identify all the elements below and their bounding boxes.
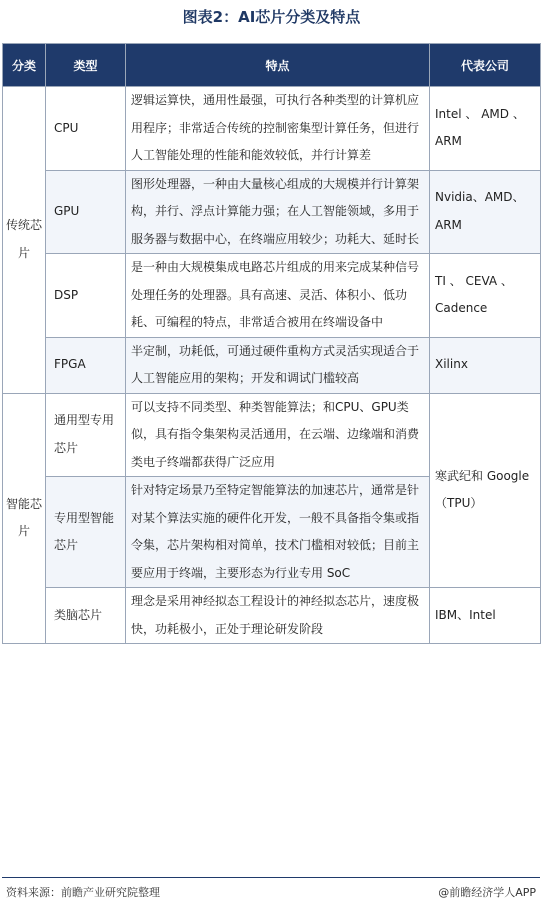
header-type: 类型	[46, 44, 126, 87]
companies-cell: Intel 、 AMD 、ARM	[430, 87, 541, 171]
features-cell: 图形处理器，一种由大量核心组成的大规模并行计算架构，并行、浮点计算能力强；在人工智能领域，多用于服务器与数据中心，在终端应用较少；功耗大、延时长	[126, 170, 430, 254]
features-cell: 针对特定场景乃至特定智能算法的加速芯片，通常是针对某个算法实施的硬件化开发，一般不具备指令集或指令集，芯片架构相对简单，技术门槛相对较低；目前主要应用于终端，主要形态为行业专用 SoC	[126, 477, 430, 588]
type-cell: 类脑芯片	[46, 588, 126, 644]
table-row	[3, 254, 541, 338]
footer-divider	[2, 877, 540, 878]
companies-cell: TI 、 CEVA 、Cadence	[430, 254, 541, 338]
header-category: 分类	[3, 44, 46, 87]
companies-cell: Xilinx	[430, 337, 541, 393]
table-row	[3, 393, 541, 477]
table-title: 图表2：AI芯片分类及特点	[182, 8, 361, 26]
type-cell: GPU	[46, 170, 126, 254]
category-traditional: 传统芯片	[3, 87, 46, 394]
ai-chip-table	[2, 43, 541, 644]
type-cell: FPGA	[46, 337, 126, 393]
type-cell: 专用型智能芯片	[46, 477, 126, 588]
features-cell: 理念是采用神经拟态工程设计的神经拟态芯片，速度极快，功耗极小，正处于理论研发阶段	[126, 588, 430, 644]
type-cell: DSP	[46, 254, 126, 338]
category-intelligent: 智能芯片	[3, 393, 46, 644]
table-row	[3, 170, 541, 254]
header-features: 特点	[126, 44, 430, 87]
features-cell: 是一种由大规模集成电路芯片组成的用来完成某种信号处理任务的处理器。具有高速、灵活、体积小、低功耗、可编程的特点，非常适合被用在终端设备中	[126, 254, 430, 338]
header-companies: 代表公司	[430, 44, 541, 87]
source-note: 资料来源：前瞻产业研究院整理	[6, 886, 160, 899]
brand-credit: @前瞻经济学人APP	[438, 886, 536, 899]
features-cell: 可以支持不同类型、种类智能算法；和CPU、GPU类似，具有指令集架构灵活通用，在云端、边缘端和消费类电子终端都获得广泛应用	[126, 393, 430, 477]
features-cell: 半定制，功耗低，可通过硬件重构方式灵活实现适合于人工智能应用的架构；开发和调试门槛较高	[126, 337, 430, 393]
companies-cell: IBM、Intel	[430, 588, 541, 644]
companies-cell: Nvidia、AMD、ARM	[430, 170, 541, 254]
type-cell: 通用型专用芯片	[46, 393, 126, 477]
type-cell: CPU	[46, 87, 126, 171]
features-cell: 逻辑运算快，通用性最强，可执行各种类型的计算机应用程序；非常适合传统的控制密集型计算任务，但进行人工智能处理的性能和能效较低，并行计算差	[126, 87, 430, 171]
table-row	[3, 87, 541, 171]
table-row	[3, 337, 541, 393]
companies-cell: 寒武纪和 Google（TPU）	[430, 393, 541, 588]
table-row	[3, 588, 541, 644]
header-row	[3, 44, 541, 87]
